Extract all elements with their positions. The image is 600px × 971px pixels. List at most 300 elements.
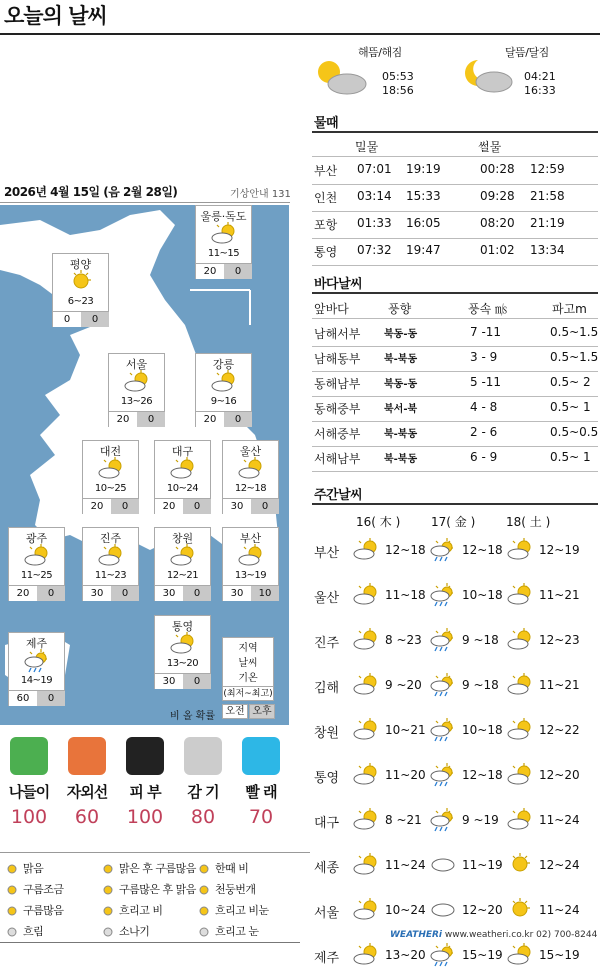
weekly-temp: 9 ~18 <box>462 633 499 647</box>
legend-item <box>196 860 248 876</box>
weekly-weather-icon <box>506 808 534 832</box>
tide-time: 21:19 <box>530 216 565 230</box>
tide-port: 통영 <box>314 245 338 259</box>
weather-icon <box>21 544 53 568</box>
legend-item <box>100 881 196 897</box>
sea-cell: 0.5~1.5 <box>550 325 599 339</box>
city-name: 강릉 <box>212 358 235 371</box>
weekly-temp: 12~23 <box>539 633 580 647</box>
moonset-time: 16:33 <box>524 84 556 97</box>
legend-item <box>4 860 43 876</box>
sea-top-line <box>312 292 598 294</box>
city-temp: 13~19 <box>234 570 267 581</box>
legend-text: 흐리고 눈 <box>215 925 259 938</box>
weather-icon <box>167 457 199 481</box>
sea-cell: 북-북동 <box>384 429 418 440</box>
legend-weather-icon <box>100 926 116 938</box>
legend-text: 흐리고 비눈 <box>215 904 269 917</box>
sea-row-line <box>312 371 598 372</box>
sea-cell: 0.5~ 1 <box>550 450 591 464</box>
sea-cell: 7 -11 <box>470 325 502 339</box>
moon-label: 달뜸/달짐 <box>505 46 549 59</box>
city-card <box>154 527 211 601</box>
rain-prob-pm: 0 <box>224 263 252 279</box>
legend-weather-icon <box>4 884 20 896</box>
life-index-name: 감 기 <box>187 783 219 801</box>
rain-prob-am: 20 <box>155 498 183 514</box>
sea-cell: 0.5~1.5 <box>550 350 599 364</box>
legend-item <box>4 923 43 939</box>
legend-weather-icon <box>196 926 212 938</box>
rain-prob-pm: 10 <box>251 585 279 601</box>
weekly-weather-icon <box>429 853 457 877</box>
legend-weather-icon <box>196 905 212 917</box>
rain-prob-am: 20 <box>109 411 137 427</box>
tide-top-line <box>312 131 598 133</box>
weekly-temp: 10~24 <box>385 903 426 917</box>
weekly-city: 김해 <box>314 681 340 696</box>
weekly-weather-icon <box>506 853 534 877</box>
rain-prob-am: 20 <box>9 585 37 601</box>
city-card <box>154 615 211 689</box>
weekly-weather-icon <box>429 763 457 787</box>
life-index-value: 80 <box>190 806 216 828</box>
sea-cell: 6 - 9 <box>470 450 498 464</box>
city-name: 서울 <box>125 358 148 371</box>
legend-text: 한때 비 <box>215 862 249 875</box>
rain-prob-am: 60 <box>9 690 37 706</box>
weekly-day-3: 18( 土 ) <box>506 515 551 529</box>
weekly-temp: 8 ~21 <box>385 813 422 827</box>
weekly-title: 주간날씨 <box>314 488 363 503</box>
weekly-temp: 11~24 <box>385 858 426 872</box>
city-temp: 13~20 <box>166 658 199 669</box>
footer-text: www.weatheri.co.kr 02) 700-8244 <box>444 930 598 940</box>
rain-prob-pm: 0 <box>111 585 139 601</box>
city-card <box>8 527 65 601</box>
legend-item <box>196 902 269 918</box>
sea-cell: 5 -11 <box>470 375 502 389</box>
rain-prob-am: 30 <box>223 498 251 514</box>
life-index-name: 자외선 <box>66 783 108 801</box>
date-divider <box>0 202 290 203</box>
sea-row-line <box>312 346 598 347</box>
weekly-day-2: 17( 金 ) <box>431 515 476 529</box>
weekly-weather-icon <box>429 898 457 922</box>
legend-text: 구름조금 <box>23 883 64 896</box>
sunset-time: 18:56 <box>382 84 414 97</box>
sea-header-line <box>312 318 598 319</box>
life-index-value: 60 <box>74 806 100 828</box>
tide-port: 포항 <box>314 218 338 232</box>
weekly-city: 대구 <box>314 816 340 831</box>
rain-prob-am: 20 <box>196 411 224 427</box>
legend-item <box>100 902 163 918</box>
legend-weather-icon <box>100 863 116 875</box>
weekly-temp: 12~20 <box>539 768 580 782</box>
city-name: 평양 <box>69 258 92 271</box>
sea-cell: 2 - 6 <box>470 425 498 439</box>
legend-weather-icon <box>100 905 116 917</box>
city-card <box>8 632 65 706</box>
weekly-weather-icon <box>506 673 534 697</box>
legend-weather-icon <box>196 884 212 896</box>
footer-contact <box>390 930 597 940</box>
weekly-temp: 11~18 <box>385 588 426 602</box>
sea-cell: 0.5~ 2 <box>550 375 591 389</box>
weekly-weather-icon <box>352 808 380 832</box>
rain-prob-pm: 0 <box>183 498 211 514</box>
city-card <box>82 527 139 601</box>
rain-prob-pm: 0 <box>37 690 65 706</box>
sunrise-time: 05:53 <box>382 70 414 83</box>
weekly-city: 서울 <box>314 906 340 921</box>
weekly-weather-icon <box>506 718 534 742</box>
legend-text: 소나기 <box>119 925 150 938</box>
sun-label: 해뜸/해짐 <box>358 46 402 59</box>
weekly-weather-icon <box>352 943 380 967</box>
weekly-temp: 12~19 <box>539 543 580 557</box>
weekly-city: 진주 <box>314 636 340 651</box>
life-index-value: 70 <box>248 806 274 828</box>
legend-text: 흐림 <box>23 925 44 938</box>
rain-prob-am: 20 <box>196 263 224 279</box>
tide-row-line <box>312 184 598 185</box>
tide-row-line <box>312 265 598 266</box>
sea-cell: 3 - 9 <box>470 350 498 364</box>
life-index <box>0 735 58 828</box>
city-card <box>222 440 279 514</box>
legend-temp: 기온 <box>238 673 258 684</box>
am-label: 오전 <box>222 704 248 719</box>
weekly-temp: 11~24 <box>539 813 580 827</box>
weekly-weather-icon <box>352 763 380 787</box>
rain-prob-pm: 0 <box>183 673 211 689</box>
face-icon <box>126 737 164 775</box>
tide-time: 03:14 <box>357 189 392 203</box>
tide-port: 인천 <box>314 191 338 205</box>
tide-time: 07:01 <box>357 162 392 176</box>
life-index-name: 나들이 <box>8 783 50 801</box>
legend-item <box>4 881 64 897</box>
weather-icon <box>235 544 267 568</box>
weekly-weather-icon <box>429 583 457 607</box>
weatheri-logo: WEATHERi <box>390 930 443 940</box>
city-temp: 11~15 <box>207 248 240 259</box>
legend-weather-icon <box>4 926 20 938</box>
weekly-city: 통영 <box>314 771 340 786</box>
weekly-weather-icon <box>506 763 534 787</box>
weekly-weather-icon <box>352 853 380 877</box>
city-temp: 13~26 <box>120 396 153 407</box>
weekly-city: 제주 <box>314 951 340 966</box>
weekly-temp: 13~20 <box>385 948 426 962</box>
weekly-weather-icon <box>352 628 380 652</box>
tide-row-line <box>312 211 598 212</box>
weekly-day-1: 16( 木 ) <box>356 515 401 529</box>
weekly-temp: 15~19 <box>539 948 580 962</box>
weekly-weather-icon <box>352 673 380 697</box>
weekly-temp: 9 ~20 <box>385 678 422 692</box>
weekly-top-line <box>312 503 598 505</box>
life-index-value: 100 <box>10 806 48 828</box>
rain-prob-am: 30 <box>155 673 183 689</box>
weekly-weather-icon <box>506 943 534 967</box>
weekly-temp: 11~21 <box>539 588 580 602</box>
sea-cell: 0.5~0.5 <box>550 425 599 439</box>
sea-cell: 남해서부 <box>314 327 361 341</box>
life-index <box>58 735 116 828</box>
weekly-temp: 12~18 <box>462 543 503 557</box>
weekly-weather-icon <box>352 718 380 742</box>
city-temp: 10~25 <box>94 483 127 494</box>
weekly-temp: 11~20 <box>385 768 426 782</box>
weekly-temp: 12~18 <box>462 768 503 782</box>
date-line: 2026년 4월 15일 (음 2월 28일) <box>4 185 178 199</box>
city-card <box>222 527 279 601</box>
weekly-temp: 11~24 <box>539 903 580 917</box>
uv-sun-icon <box>68 737 106 775</box>
rain-prob-pm: 0 <box>37 585 65 601</box>
legend-range: (최저~최고) <box>223 686 273 702</box>
weekly-city: 창원 <box>314 726 340 741</box>
shirt-icon <box>242 737 280 775</box>
legend-divider <box>0 852 310 853</box>
weekly-weather-icon <box>352 898 380 922</box>
rain-prob-pm: 0 <box>224 411 252 427</box>
city-temp: 14~19 <box>20 675 53 686</box>
weather-icon <box>95 457 127 481</box>
weekly-weather-icon <box>429 628 457 652</box>
sea-cell: 남해동부 <box>314 352 361 366</box>
life-index-value: 100 <box>126 806 164 828</box>
weekly-temp: 10~21 <box>385 723 426 737</box>
sea-header-speed: 풍속 ㎧ <box>468 302 507 316</box>
sea-title: 바다날씨 <box>314 277 363 292</box>
sea-header-wave: 파고m <box>552 302 587 316</box>
car-icon <box>10 737 48 775</box>
weekly-temp: 12~22 <box>539 723 580 737</box>
sea-cell: 동해중부 <box>314 402 361 416</box>
weekly-temp: 12~18 <box>385 543 426 557</box>
sea-header-dir: 풍향 <box>388 302 412 316</box>
tide-time: 08:20 <box>480 216 515 230</box>
legend-item <box>196 881 256 897</box>
legend-item <box>100 923 149 939</box>
weekly-weather-icon <box>506 898 534 922</box>
city-temp: 9~16 <box>210 396 237 407</box>
header-divider <box>0 33 600 35</box>
rain-prob-pm: 0 <box>183 585 211 601</box>
tide-port: 부산 <box>314 164 338 178</box>
weather-icon <box>167 632 199 656</box>
city-card <box>195 205 252 279</box>
sea-cell: 북-북동 <box>384 454 418 465</box>
city-temp: 11~25 <box>20 570 53 581</box>
rain-probability-label: 비 올 확률 <box>170 711 215 722</box>
tide-time: 21:58 <box>530 189 565 203</box>
weather-hotline: 기상안내 131 <box>230 189 291 200</box>
legend-item <box>196 923 259 939</box>
tide-time: 09:28 <box>480 189 515 203</box>
tide-time: 19:47 <box>406 243 441 257</box>
sea-cell: 북서-북 <box>384 404 418 415</box>
weekly-temp: 10~18 <box>462 588 503 602</box>
weekly-city: 울산 <box>314 591 340 606</box>
weekly-temp: 9 ~19 <box>462 813 499 827</box>
weekly-city: 세종 <box>314 861 340 876</box>
sea-cell: 북동-동 <box>384 379 418 390</box>
sun-cloud-icon <box>315 58 369 96</box>
city-name: 울릉·독도 <box>200 210 247 223</box>
life-index-name: 피 부 <box>129 783 161 801</box>
legend-weather-icon <box>196 863 212 875</box>
city-card <box>52 253 109 327</box>
legend-weather-icon <box>100 884 116 896</box>
tide-time: 01:33 <box>357 216 392 230</box>
legend-item <box>100 860 196 876</box>
weather-icon <box>235 457 267 481</box>
sea-cell: 0.5~ 1 <box>550 400 591 414</box>
legend-weather-icon <box>4 905 20 917</box>
city-card <box>82 440 139 514</box>
rain-prob-am: 30 <box>155 585 183 601</box>
life-index <box>116 735 174 828</box>
weather-icon <box>21 649 53 673</box>
tide-header-line <box>312 156 598 157</box>
city-temp: 12~18 <box>234 483 267 494</box>
tide-time: 15:33 <box>406 189 441 203</box>
weather-icon <box>95 544 127 568</box>
city-name: 울산 <box>239 445 262 458</box>
legend-text: 맑음 <box>23 862 44 875</box>
page-title: 오늘의 날씨 <box>4 4 107 28</box>
city-temp: 12~21 <box>166 570 199 581</box>
tide-time: 19:19 <box>406 162 441 176</box>
sea-cell: 동해남부 <box>314 377 361 391</box>
city-name: 대구 <box>171 445 194 458</box>
weather-icon <box>167 544 199 568</box>
city-name: 진주 <box>99 532 122 545</box>
weekly-weather-icon <box>429 808 457 832</box>
weather-icon <box>208 370 240 394</box>
moonrise-time: 04:21 <box>524 70 556 83</box>
weekly-temp: 9 ~18 <box>462 678 499 692</box>
sea-cell: 서해중부 <box>314 427 361 441</box>
legend-item <box>4 902 64 918</box>
tide-time: 07:32 <box>357 243 392 257</box>
weekly-weather-icon <box>429 538 457 562</box>
tide-time: 16:05 <box>406 216 441 230</box>
city-name: 제주 <box>25 637 48 650</box>
weather-icon <box>65 270 97 294</box>
weekly-weather-icon <box>429 673 457 697</box>
sea-cell: 4 - 8 <box>470 400 498 414</box>
weekly-weather-icon <box>352 583 380 607</box>
legend-text: 맑은 후 구름많음 <box>119 862 196 875</box>
tide-time: 13:34 <box>530 243 565 257</box>
sea-row-line <box>312 421 598 422</box>
legend-text: 흐리고 비 <box>119 904 163 917</box>
tide-high-header: 밀물 <box>355 140 379 154</box>
sea-header-area: 앞바다 <box>314 302 349 316</box>
sea-cell: 북-북동 <box>384 354 418 365</box>
legend-weather: 날씨 <box>238 658 258 669</box>
tide-low-header: 썰물 <box>478 140 502 154</box>
sea-row-line <box>312 396 598 397</box>
weekly-weather-icon <box>506 628 534 652</box>
weekly-temp: 8 ~23 <box>385 633 422 647</box>
pm-label: 오후 <box>249 704 275 719</box>
weekly-weather-icon <box>429 718 457 742</box>
life-index <box>174 735 232 828</box>
sea-row-line <box>312 471 598 472</box>
tide-time: 01:02 <box>480 243 515 257</box>
tide-row-line <box>312 238 598 239</box>
legend-region: 지역 <box>238 643 258 654</box>
bottom-line <box>0 942 300 943</box>
rain-prob-pm: 0 <box>81 311 109 327</box>
sea-row-line <box>312 446 598 447</box>
sea-cell: 북동-동 <box>384 329 418 340</box>
legend-text: 천둥번개 <box>215 883 256 896</box>
rain-prob-am: 30 <box>83 585 111 601</box>
weekly-weather-icon <box>506 538 534 562</box>
city-name: 통영 <box>171 620 194 633</box>
weekly-temp: 12~20 <box>462 903 503 917</box>
rain-prob-am: 0 <box>53 311 81 327</box>
weekly-weather-icon <box>506 583 534 607</box>
rain-prob-am: 30 <box>223 585 251 601</box>
tide-title: 물때 <box>314 116 339 131</box>
weekly-city: 부산 <box>314 546 340 561</box>
weekly-weather-icon <box>429 943 457 967</box>
city-temp: 10~24 <box>166 483 199 494</box>
weekly-temp: 12~24 <box>539 858 580 872</box>
map-legend <box>222 637 274 701</box>
weather-icon <box>208 222 240 246</box>
city-temp: 11~23 <box>94 570 127 581</box>
tide-time: 12:59 <box>530 162 565 176</box>
rain-prob-pm: 0 <box>251 498 279 514</box>
legend-text: 구름많음 <box>23 904 64 917</box>
weekly-weather-icon <box>352 538 380 562</box>
rain-prob-pm: 0 <box>111 498 139 514</box>
city-name: 부산 <box>239 532 262 545</box>
rain-prob-am: 20 <box>83 498 111 514</box>
legend-text: 구름많은 후 맑음 <box>119 883 196 896</box>
city-card <box>195 353 252 427</box>
life-index <box>232 735 290 828</box>
weekly-temp: 15~19 <box>462 948 503 962</box>
mask-icon <box>184 737 222 775</box>
weekly-temp: 10~18 <box>462 723 503 737</box>
city-name: 대전 <box>99 445 122 458</box>
city-name: 광주 <box>25 532 48 545</box>
legend-weather-icon <box>4 863 20 875</box>
weekly-temp: 11~19 <box>462 858 503 872</box>
city-card <box>108 353 165 427</box>
city-name: 창원 <box>171 532 194 545</box>
weather-icon <box>121 370 153 394</box>
life-index-name: 빨 래 <box>245 783 277 801</box>
city-temp: 6~23 <box>67 296 94 307</box>
moon-cloud-icon <box>460 56 514 94</box>
sea-cell: 서해남부 <box>314 452 361 466</box>
weekly-temp: 11~21 <box>539 678 580 692</box>
city-card <box>154 440 211 514</box>
rain-prob-pm: 0 <box>137 411 165 427</box>
